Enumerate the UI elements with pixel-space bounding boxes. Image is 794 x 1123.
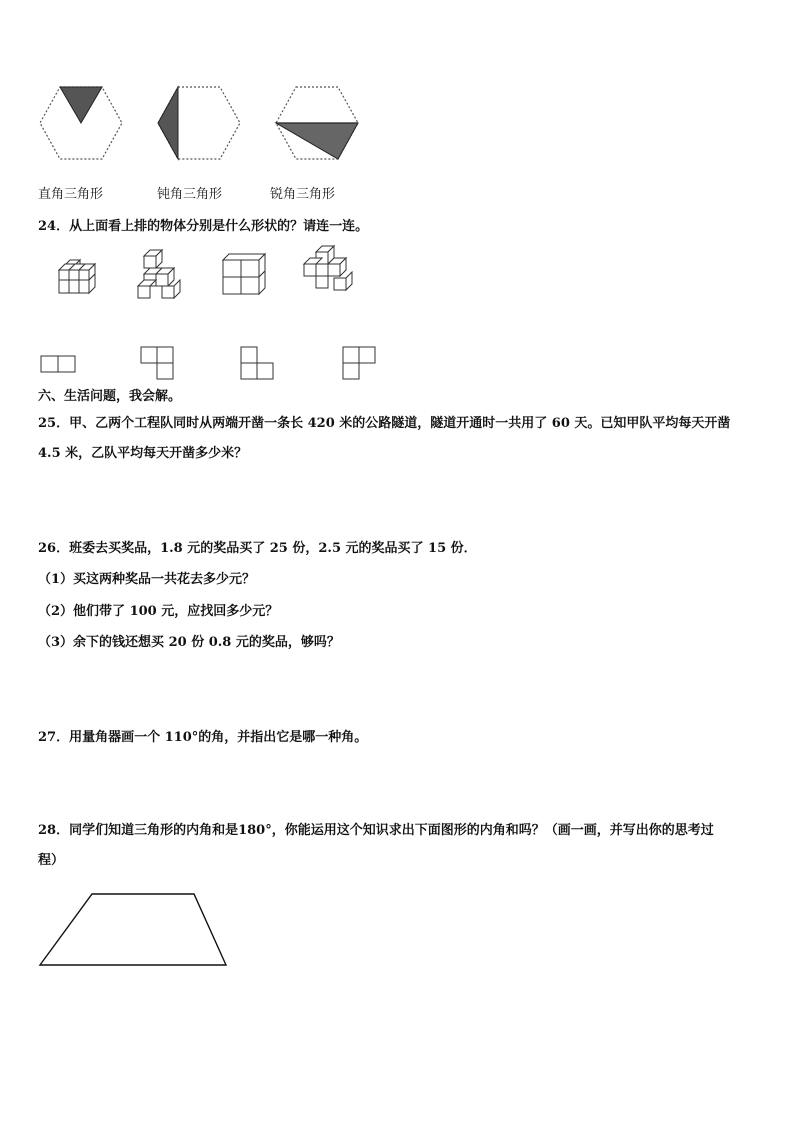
hexagon-figure-obtuse-triangle (156, 84, 246, 164)
question-25-line2: 4.5 米，乙队平均每天开凿多少米？ (38, 446, 248, 461)
question-26-part-1: （1）买这两种奖品一共花去多少元？ (38, 572, 256, 587)
question-26-part-2: （2）他们带了 100 元，应找回多少元？ (38, 604, 279, 619)
top-view-1 (40, 355, 76, 375)
label-acute-triangle: 锐角三角形 (270, 187, 336, 202)
question-24: 24．从上面看上排的物体分别是什么形状的？请连一连。 (38, 219, 369, 234)
trapezoid-figure (38, 892, 230, 970)
question-26-stem: 26．班委去买奖品，1.8 元的奖品买了 25 份，2.5 元的奖品买了 15 份． (38, 541, 477, 556)
top-view-2 (140, 346, 176, 382)
cube-stack-2 (136, 248, 186, 300)
section-6-title: 六、生活问题，我会解。 (38, 389, 182, 404)
question-28-line2: 程） (38, 853, 65, 868)
top-view-3 (240, 346, 276, 382)
cube-stack-1 (56, 258, 106, 298)
cube-stack-4 (300, 244, 355, 296)
hexagon-figure-acute-triangle (274, 84, 364, 164)
cube-stack-3 (221, 252, 271, 297)
question-26-part-3: （3）余下的钱还想买 20 份 0.8 元的奖品，够吗？ (38, 635, 340, 650)
question-28-line1: 28．同学们知道三角形的内角和是180°，你能运用这个知识求出下面图形的内角和吗？（画一画，并写出你的思考过 (38, 823, 714, 838)
label-obtuse-triangle: 钝角三角形 (157, 187, 223, 202)
label-right-triangle: 直角三角形 (38, 187, 104, 202)
question-27: 27．用量角器画一个 110°的角，并指出它是哪一种角。 (38, 730, 368, 745)
hexagon-figure-right-triangle (38, 84, 128, 164)
question-25-line1: 25．甲、乙两个工程队同时从两端开凿一条长 420 米的公路隧道，隧道开通时一共用了 60 天。已知甲队平均每天开凿 (38, 416, 731, 431)
top-view-4 (342, 346, 378, 382)
